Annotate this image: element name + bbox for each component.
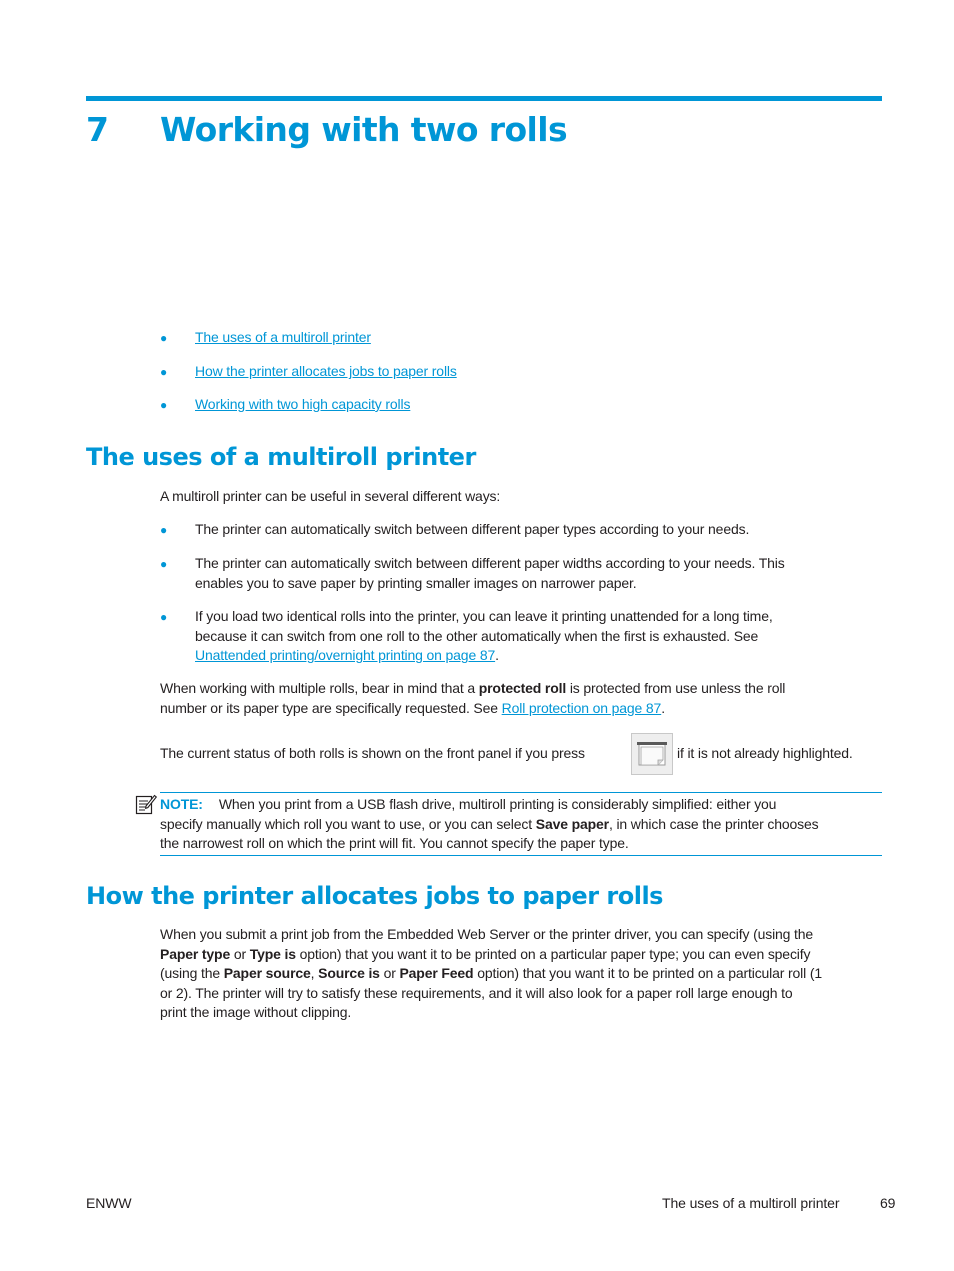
section-intro: A multiroll printer can be useful in several different ways: [160, 488, 501, 504]
footer-section: The uses of a multiroll printer [662, 1195, 840, 1211]
footer-left: ENWW [86, 1195, 132, 1211]
protected-roll-paragraph: When working with multiple rolls, bear in mind that a protected roll is protected from use unless the roll number or its paper type are specifically requested. See Roll protection on page 87. [160, 680, 786, 716]
list-bullet: ● [160, 557, 168, 571]
allocation-paragraph: When you submit a print job from the Embedded Web Server or the printer driver, you can specify (using the Paper type or Type is option) that you want it to be printed on a particular paper type; you can even specify (using the Paper source, Source is or Paper Feed option) that you want it to be printed on a particular roll (1 or 2). The printer will try to satisfy these requirements, and it will also look for a paper roll large enough to print the image without clipping. [160, 926, 822, 1020]
note-label: NOTE: [160, 796, 203, 812]
toc-bullet: ● [160, 331, 168, 345]
list-item: The printer can automatically switch between different paper types according to your needs. [195, 521, 750, 537]
list-bullet: ● [160, 610, 168, 624]
list-item: The printer can automatically switch between different paper widths according to your needs. This enables you to save paper by printing smaller images on narrower paper. [195, 555, 785, 591]
section-heading-allocation: How the printer allocates jobs to paper rolls [86, 882, 663, 910]
toc-bullet: ● [160, 365, 168, 379]
list-bullet: ● [160, 523, 168, 537]
roll-protection-link[interactable]: Roll protection on page 87 [501, 699, 662, 716]
toc-link-multiroll-uses[interactable]: The uses of a multiroll printer [195, 329, 371, 345]
section-heading-multiroll-uses: The uses of a multiroll printer [86, 443, 476, 471]
note-icon [135, 793, 157, 815]
note-text: NOTE: When you print from a USB flash drive, multiroll printing is considerably simplified: either you specify manually which roll you want to use, or you can select Save paper, in which case the printer chooses the narrowest roll on which the print will fit. You cannot specify the paper type. [160, 796, 819, 851]
status-text-after-icon: if it is not already highlighted. [677, 745, 853, 761]
paper-roll-icon [631, 733, 673, 775]
toc-link-high-capacity[interactable]: Working with two high capacity rolls [195, 396, 411, 412]
chapter-number: 7 [86, 110, 109, 149]
chapter-rule [86, 96, 882, 101]
unattended-printing-link[interactable]: Unattended printing/overnight printing on page 87 [195, 647, 496, 663]
page-number: 69 [880, 1195, 896, 1211]
toc-bullet: ● [160, 398, 168, 412]
status-text-before-icon: The current status of both rolls is shown on the front panel if you press [160, 745, 585, 761]
chapter-title [86, 108, 567, 152]
chapter-title-text: Working with two rolls [160, 110, 568, 149]
list-item: If you load two identical rolls into the printer, you can leave it printing unattended for a long time, because it can switch from one roll to the other automatically when the first is exhausted. See Unattended printing/overnight printing on page 87. [195, 608, 773, 663]
toc-link-allocation[interactable]: How the printer allocates jobs to paper rolls [195, 363, 457, 379]
